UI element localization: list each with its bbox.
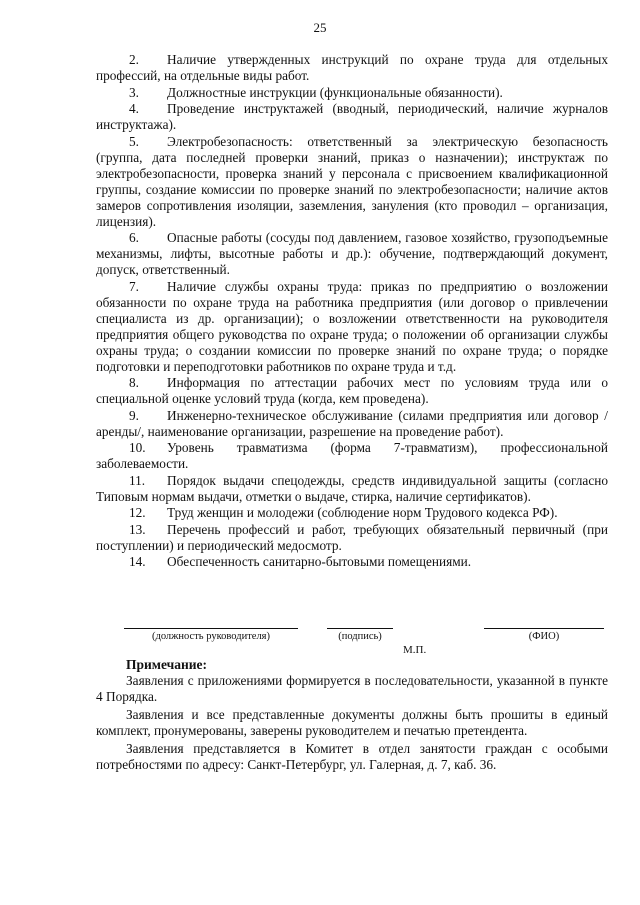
note-paragraph: Заявления представляется в Комитет в отдел занятости граждан с особыми потребностями по адресу: Санкт-Петербург, ул. Галерная, д. 7, каб. 36. bbox=[96, 741, 608, 772]
signature-field bbox=[327, 623, 393, 642]
item-number: 8. bbox=[129, 375, 139, 390]
name-field bbox=[484, 623, 604, 642]
item-number: 13. bbox=[129, 521, 146, 537]
notes-section bbox=[96, 656, 608, 775]
stamp-label: М.П. bbox=[403, 644, 427, 656]
item-text: Информация по аттестации рабочих мест по условиям труда или о специальной оценке условий труда (когда, кем проведена). bbox=[96, 375, 608, 406]
position-line bbox=[124, 623, 298, 629]
item-number: 3. bbox=[129, 84, 139, 100]
item-text: Опасные работы (сосуды под давлением, газовое хозяйство, грузоподъемные механизмы, лифты, высотные работы и др.): обучение, подтверждающий документ, допуск, ответственный. bbox=[96, 230, 608, 277]
list-item bbox=[96, 473, 608, 505]
item-text: Порядок выдачи спецодежды, средств индивидуальной защиты (согласно Типовым нормам выдачи, отметки о выдаче, стирка, наличие сертификатов). bbox=[96, 472, 608, 504]
position-field bbox=[124, 623, 298, 642]
note-paragraph: Заявления и все представленные документы должны быть прошиты в единый комплект, пронумерованы, заверены руководителем и печатью претендента. bbox=[96, 707, 608, 738]
item-number: 7. bbox=[129, 278, 139, 294]
page-number: 25 bbox=[313, 20, 327, 35]
list-item bbox=[96, 554, 608, 570]
item-number: 12. bbox=[129, 505, 146, 520]
list-item bbox=[96, 85, 608, 101]
item-text: Обеспеченность санитарно-бытовыми помещениями. bbox=[167, 554, 472, 569]
notes-title: Примечание: bbox=[126, 657, 208, 672]
item-text: Наличие службы охраны труда: приказ по предприятию о возложении обязанности по охране труда на работника предприятия (или договор о привлечении специалиста из др. организации); о возложении ответственности на руководителя предприятия общего руководства по охране труда; о положении об организации службы охраны труда; о создании комиссии по проверке знаний по охране труда; о порядке подготовки и переподготовки работников по охране труда и т.д. bbox=[96, 278, 608, 374]
item-number: 6. bbox=[129, 230, 139, 245]
requirements-list bbox=[96, 52, 608, 571]
list-item bbox=[96, 505, 608, 521]
signature-block bbox=[124, 623, 604, 659]
item-number: 2. bbox=[129, 52, 139, 67]
list-item bbox=[96, 408, 608, 440]
item-number: 11. bbox=[129, 472, 146, 488]
note-paragraph: Заявления с приложениями формируется в последовательности, указанной в пункте 4 Порядка. bbox=[96, 673, 608, 704]
item-text: Наличие утвержденных инструкций по охране труда для отдельных профессий, на отдельные виды работ. bbox=[96, 52, 608, 83]
list-item bbox=[96, 440, 608, 472]
list-item bbox=[96, 279, 608, 375]
item-text: Инженерно-техническое обслуживание (силами предприятия или договор /аренды/, наименование организации, разрешение на проведение работ). bbox=[96, 407, 608, 439]
item-number: 4. bbox=[129, 101, 139, 116]
list-item bbox=[96, 230, 608, 278]
list-item bbox=[96, 375, 608, 407]
position-label: (должность руководителя) bbox=[151, 631, 271, 642]
item-text: Перечень профессий и работ, требующих обязательный первичный (при поступлении) и периодический медосмотр. bbox=[96, 521, 608, 553]
item-number: 5. bbox=[129, 133, 139, 149]
name-line bbox=[484, 623, 604, 629]
item-text: Уровень травматизма (форма 7-травматизм), профессиональной заболеваемости. bbox=[96, 440, 608, 471]
item-text: Должностные инструкции (функциональные обязанности). bbox=[167, 84, 503, 100]
item-number: 14. bbox=[129, 554, 146, 569]
signature-line bbox=[327, 623, 393, 629]
item-text: Труд женщин и молодежи (соблюдение норм Трудового кодекса РФ). bbox=[167, 505, 558, 520]
list-item bbox=[96, 522, 608, 554]
item-text: Проведение инструктажей (вводный, периодический, наличие журналов инструктажа). bbox=[96, 101, 608, 132]
signature-label: (подпись) bbox=[338, 631, 382, 642]
list-item bbox=[96, 52, 608, 84]
item-number: 10. bbox=[129, 440, 146, 455]
item-text: Электробезопасность: ответственный за электрическую безопасность (группа, дата последней проверки знаний, приказ о назначении); инструктаж по электробезопасности, проверка знаний у персонала с присвоением квалификационной группы, создание комиссии по проверке знаний по электробезопасности; наличие актов замеров сопротивления изоляции, заземления, зануления (кто проводил – организация, лицензия). bbox=[96, 133, 608, 229]
list-item bbox=[96, 101, 608, 133]
item-number: 9. bbox=[129, 407, 139, 423]
list-item bbox=[96, 134, 608, 230]
name-label: (ФИО) bbox=[528, 631, 560, 642]
